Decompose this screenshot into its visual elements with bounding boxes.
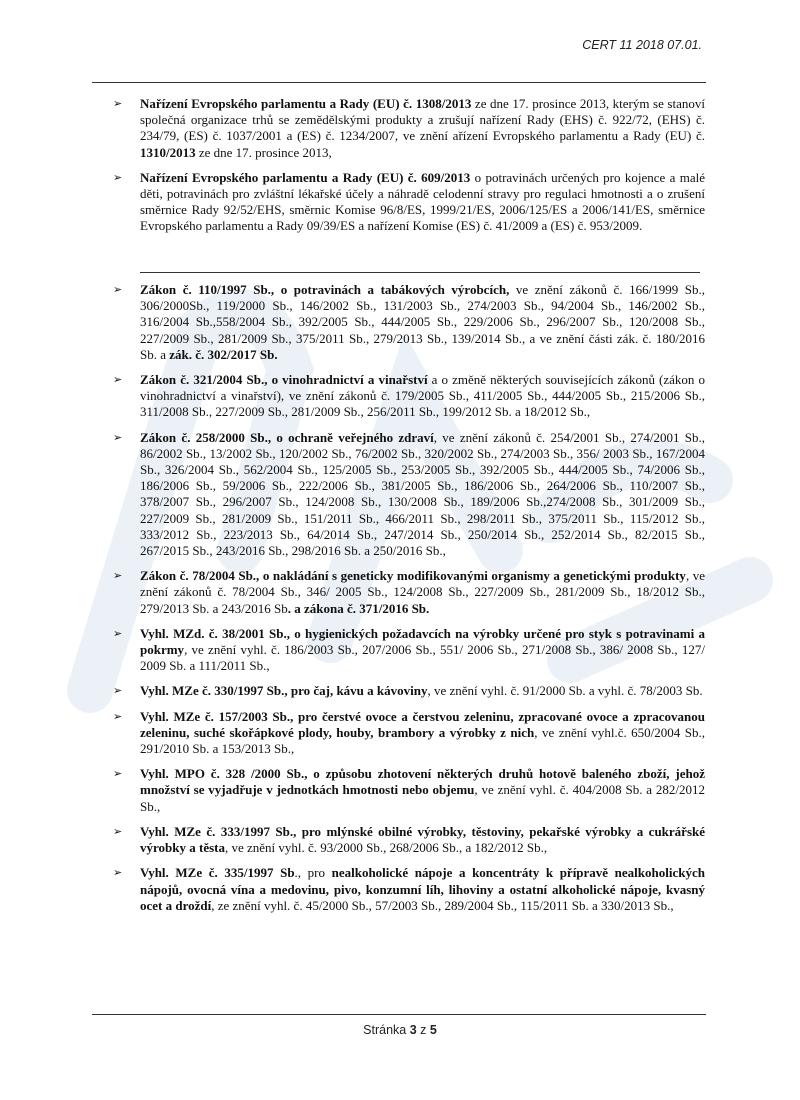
item-title-text: Nařízení Evropského parlamentu a Rady (EU) č. 1308/2013: [140, 96, 472, 111]
section-divider: [140, 272, 700, 273]
list-item: [113, 865, 705, 914]
page-number-footer: [0, 1023, 800, 1037]
item-title-text: Vyhl. MPO č. 328 /2000 Sb., o způsobu zhotovení některých druhů hotově baleného zboží, jehož množství se vyjadřuje v jednotkách hmotnosti nebo objemu: [140, 766, 705, 798]
arrow-bullet-icon: ➢: [113, 430, 123, 444]
item-title-text: Vyhl. MZe č. 333/1997 Sb., pro mlýnské obilné výrobky, těstoviny, pekařské výrobky a cukrářské výrobky a těsta: [140, 823, 705, 856]
footer-prefix: Stránka: [363, 1023, 410, 1037]
item-title-text: Vyhl. MZd. č. 38/2001 Sb., o hygienických požadavcích na výrobky určené pro styk s potravinami a pokrmy: [140, 625, 705, 658]
list-item: [113, 683, 705, 699]
list-item: [113, 626, 705, 675]
item-body-text: , ve znění vyhl. č. 91/2000 Sb. a vyhl. č. 78/2003 Sb.: [427, 683, 703, 699]
item-title-text: Zákon č. 78/2004 Sb., o nakládání s geneticky modifikovanými organismy a genetickými produkty: [140, 568, 686, 584]
list-item: [113, 766, 705, 815]
arrow-bullet-icon: ➢: [113, 767, 123, 781]
item-title-text: zák. č. 302/2017 Sb.: [169, 346, 278, 362]
arrow-bullet-icon: ➢: [113, 170, 123, 184]
arrow-bullet-icon: ➢: [113, 709, 123, 723]
arrow-bullet-icon: ➢: [113, 283, 123, 296]
list-item: [113, 282, 705, 363]
item-body-text: , ve znění vyhl. č. 93/2000 Sb., 268/2006 Sb., a 182/2012 Sb.,: [224, 840, 548, 856]
item-title-text: nealkoholické nápoje a koncentráty k přípravě nealkoholických nápojů, ovocná vína a medovinu, pivo, konzumní líh, lihoviny a ostatní alkoholické nápoje, kvasný ocet a droždí: [140, 865, 705, 913]
item-body-text: ze dne 17. prosince 2013,: [195, 144, 332, 160]
item-title-text: Vyhl. MZe č. 157/2003 Sb., pro čerstvé ovoce a čerstvou zeleninu, zpracované ovoce a zpracovanou zeleninu, suché skořápkové plody, houby, brambory a výrobky z nich: [140, 708, 705, 740]
item-title-text: Zákon č. 321/2004 Sb., o vinohradnictví a vinařství: [140, 372, 428, 388]
arrow-bullet-icon: ➢: [113, 824, 123, 838]
item-body-text: , ve znění vyhl. č. 404/2008 Sb. a 282/2012 Sb.,: [140, 782, 706, 814]
item-title-text: Nařízení Evropského parlamentu a Rady (EU) č. 609/2013: [140, 169, 471, 185]
item-title-text: Zákon č. 110/1997 Sb., o potravinách a tabákových výrobcích,: [140, 282, 510, 297]
item-title-text: . a zákona č. 371/2016 Sb.: [287, 600, 430, 616]
item-body-text: a o změně některých souvisejících zákonů (zákon o vinohradnictví a vinařství), ve znění zákonů č. 179/2005 Sb., 411/2005 Sb., 444/2005 Sb., 215/2006 Sb., 311/2008 Sb., 227/2009 Sb., 281/2009 Sb., 256/2011 Sb., 199/2012 Sb. a 18/2012 Sb.,: [140, 372, 705, 420]
arrow-bullet-icon: ➢: [113, 97, 123, 110]
list-item: [113, 170, 705, 235]
item-body-text: ., pro: [294, 865, 332, 881]
footer-divider: [92, 1014, 706, 1015]
current-page: 3: [409, 1023, 417, 1037]
arrow-bullet-icon: ➢: [113, 569, 123, 583]
regulation-list-national: [113, 282, 705, 923]
item-body-text: , ve znění zákonů č. 254/2001 Sb., 274/2001 Sb., 86/2002 Sb., 13/2002 Sb., 120/2002 Sb., 76/2002 Sb., 320/2002 Sb., 274/2003 Sb., 356/ 2003 Sb., 167/2004 Sb., 326/2004 Sb., 562/2004 Sb., 125/2005 Sb., 253/2005 Sb., 392/2005 Sb., 444/2005 Sb., 74/2006 Sb., 186/2006 Sb., 59/2006 Sb., 222/2006 Sb., 381/2005 Sb., 186/2006 Sb., 264/2006 Sb., 110/2007 Sb., 378/2007 Sb., 296/2007 Sb., 124/2008 Sb., 130/2008 Sb., 189/2006 Sb.,274/2008 Sb., 301/2009 Sb., 227/2009 Sb., 281/2009 Sb., 151/2011 Sb., 466/2011 Sb., 298/2011 Sb., 375/2011 Sb., 115/2012 Sb., 333/2012 Sb., 223/2013 Sb., 64/2014 Sb., 247/2014 Sb., 250/2014 Sb., 252/2014 Sb., 82/2015 Sb., 267/2015 Sb., 243/2016 Sb., 298/2016 Sb. a 250/2016 Sb.,: [140, 429, 705, 559]
list-item: [113, 709, 705, 758]
list-item: [113, 568, 705, 617]
footer-separator: z: [416, 1023, 430, 1037]
header-divider: [92, 82, 706, 83]
item-body-text: , ze znění vyhl. č. 45/2000 Sb., 57/2003 Sb., 289/2004 Sb., 115/2011 Sb. a 330/2013 Sb.,: [211, 897, 674, 913]
arrow-bullet-icon: ➢: [113, 866, 123, 880]
item-body-text: ze dne 17. prosince 2013, kterým se stanoví společná organizace trhů se zemědělskými produkty a zrušují nařízení Rady (EHS) č. 922/72, (EHS) č. 234/79, (ES) č. 1037/2001 a (ES) č. 1234/2007, ve znění ařízení Evropského parlamentu a Rady (EU) č.: [140, 96, 705, 144]
item-title-text: Vyhl. MZe č. 330/1997 Sb., pro čaj, kávu a kávoviny: [140, 683, 428, 699]
item-title-text: 1310/2013: [140, 144, 196, 160]
regulation-list-eu: [113, 96, 705, 244]
item-body-text: , ve znění vyhl.č. 650/2004 Sb., 291/2010 Sb. a 153/2013 Sb.,: [140, 724, 705, 757]
item-body-text: ve znění zákonů č. 166/1999 Sb., 306/2000Sb., 119/2000 Sb., 146/2002 Sb., 131/2003 Sb., 274/2003 Sb., 94/2004 Sb., 146/2002 Sb., 316/2004 Sb.,558/2004 Sb., 392/2005 Sb., 444/2005 Sb., 229/2006 Sb., 296/2007 Sb., 120/2008 Sb., 227/2009 Sb., 281/2009 Sb., 375/2011 Sb., 279/2013 Sb., 139/2014 Sb., a ve znění části zák. č. 180/2016 Sb. a: [140, 282, 705, 362]
item-title-text: Zákon č. 258/2000 Sb., o ochraně veřejného zdraví: [140, 429, 434, 445]
item-body-text: , ve znění zákonů č. 78/2004 Sb., 346/ 2005 Sb., 124/2008 Sb., 227/2009 Sb., 281/2009 Sb., 18/2012 Sb., 279/2013 Sb. a 243/2016 Sb: [140, 568, 705, 616]
total-pages: 5: [429, 1023, 437, 1037]
list-item: [113, 372, 705, 421]
list-item: [113, 96, 705, 161]
item-body-text: o potravinách určených pro kojence a malé děti, potravinách pro zvláštní lékařské účely a náhradě celodenní stravy pro regulaci hmotnosti a o zrušení směrnice Rady 92/52/EHS, směrnic Komise 96/8/ES, 1999/21/ES, 2006/125/ES a 2006/141/ES, směrnice Evropského parlamentu a Rady 09/39/ES a nařízení Komise (ES) č. 41/2009 a (ES) č. 953/2009.: [140, 169, 705, 234]
arrow-bullet-icon: ➢: [113, 684, 123, 698]
list-item: [113, 430, 705, 560]
list-item: [113, 824, 705, 856]
document-code-header: CERT 11 2018 07.01.: [582, 38, 702, 52]
item-body-text: , ve znění vyhl. č. 186/2003 Sb., 207/2006 Sb., 551/ 2006 Sb., 271/2008 Sb., 386/ 2008 Sb., 127/ 2009 Sb. a 111/2011 Sb.,: [140, 642, 705, 674]
item-title-text: Vyhl. MZe č. 335/1997 Sb: [140, 865, 295, 881]
arrow-bullet-icon: ➢: [113, 626, 123, 640]
arrow-bullet-icon: ➢: [113, 373, 123, 387]
